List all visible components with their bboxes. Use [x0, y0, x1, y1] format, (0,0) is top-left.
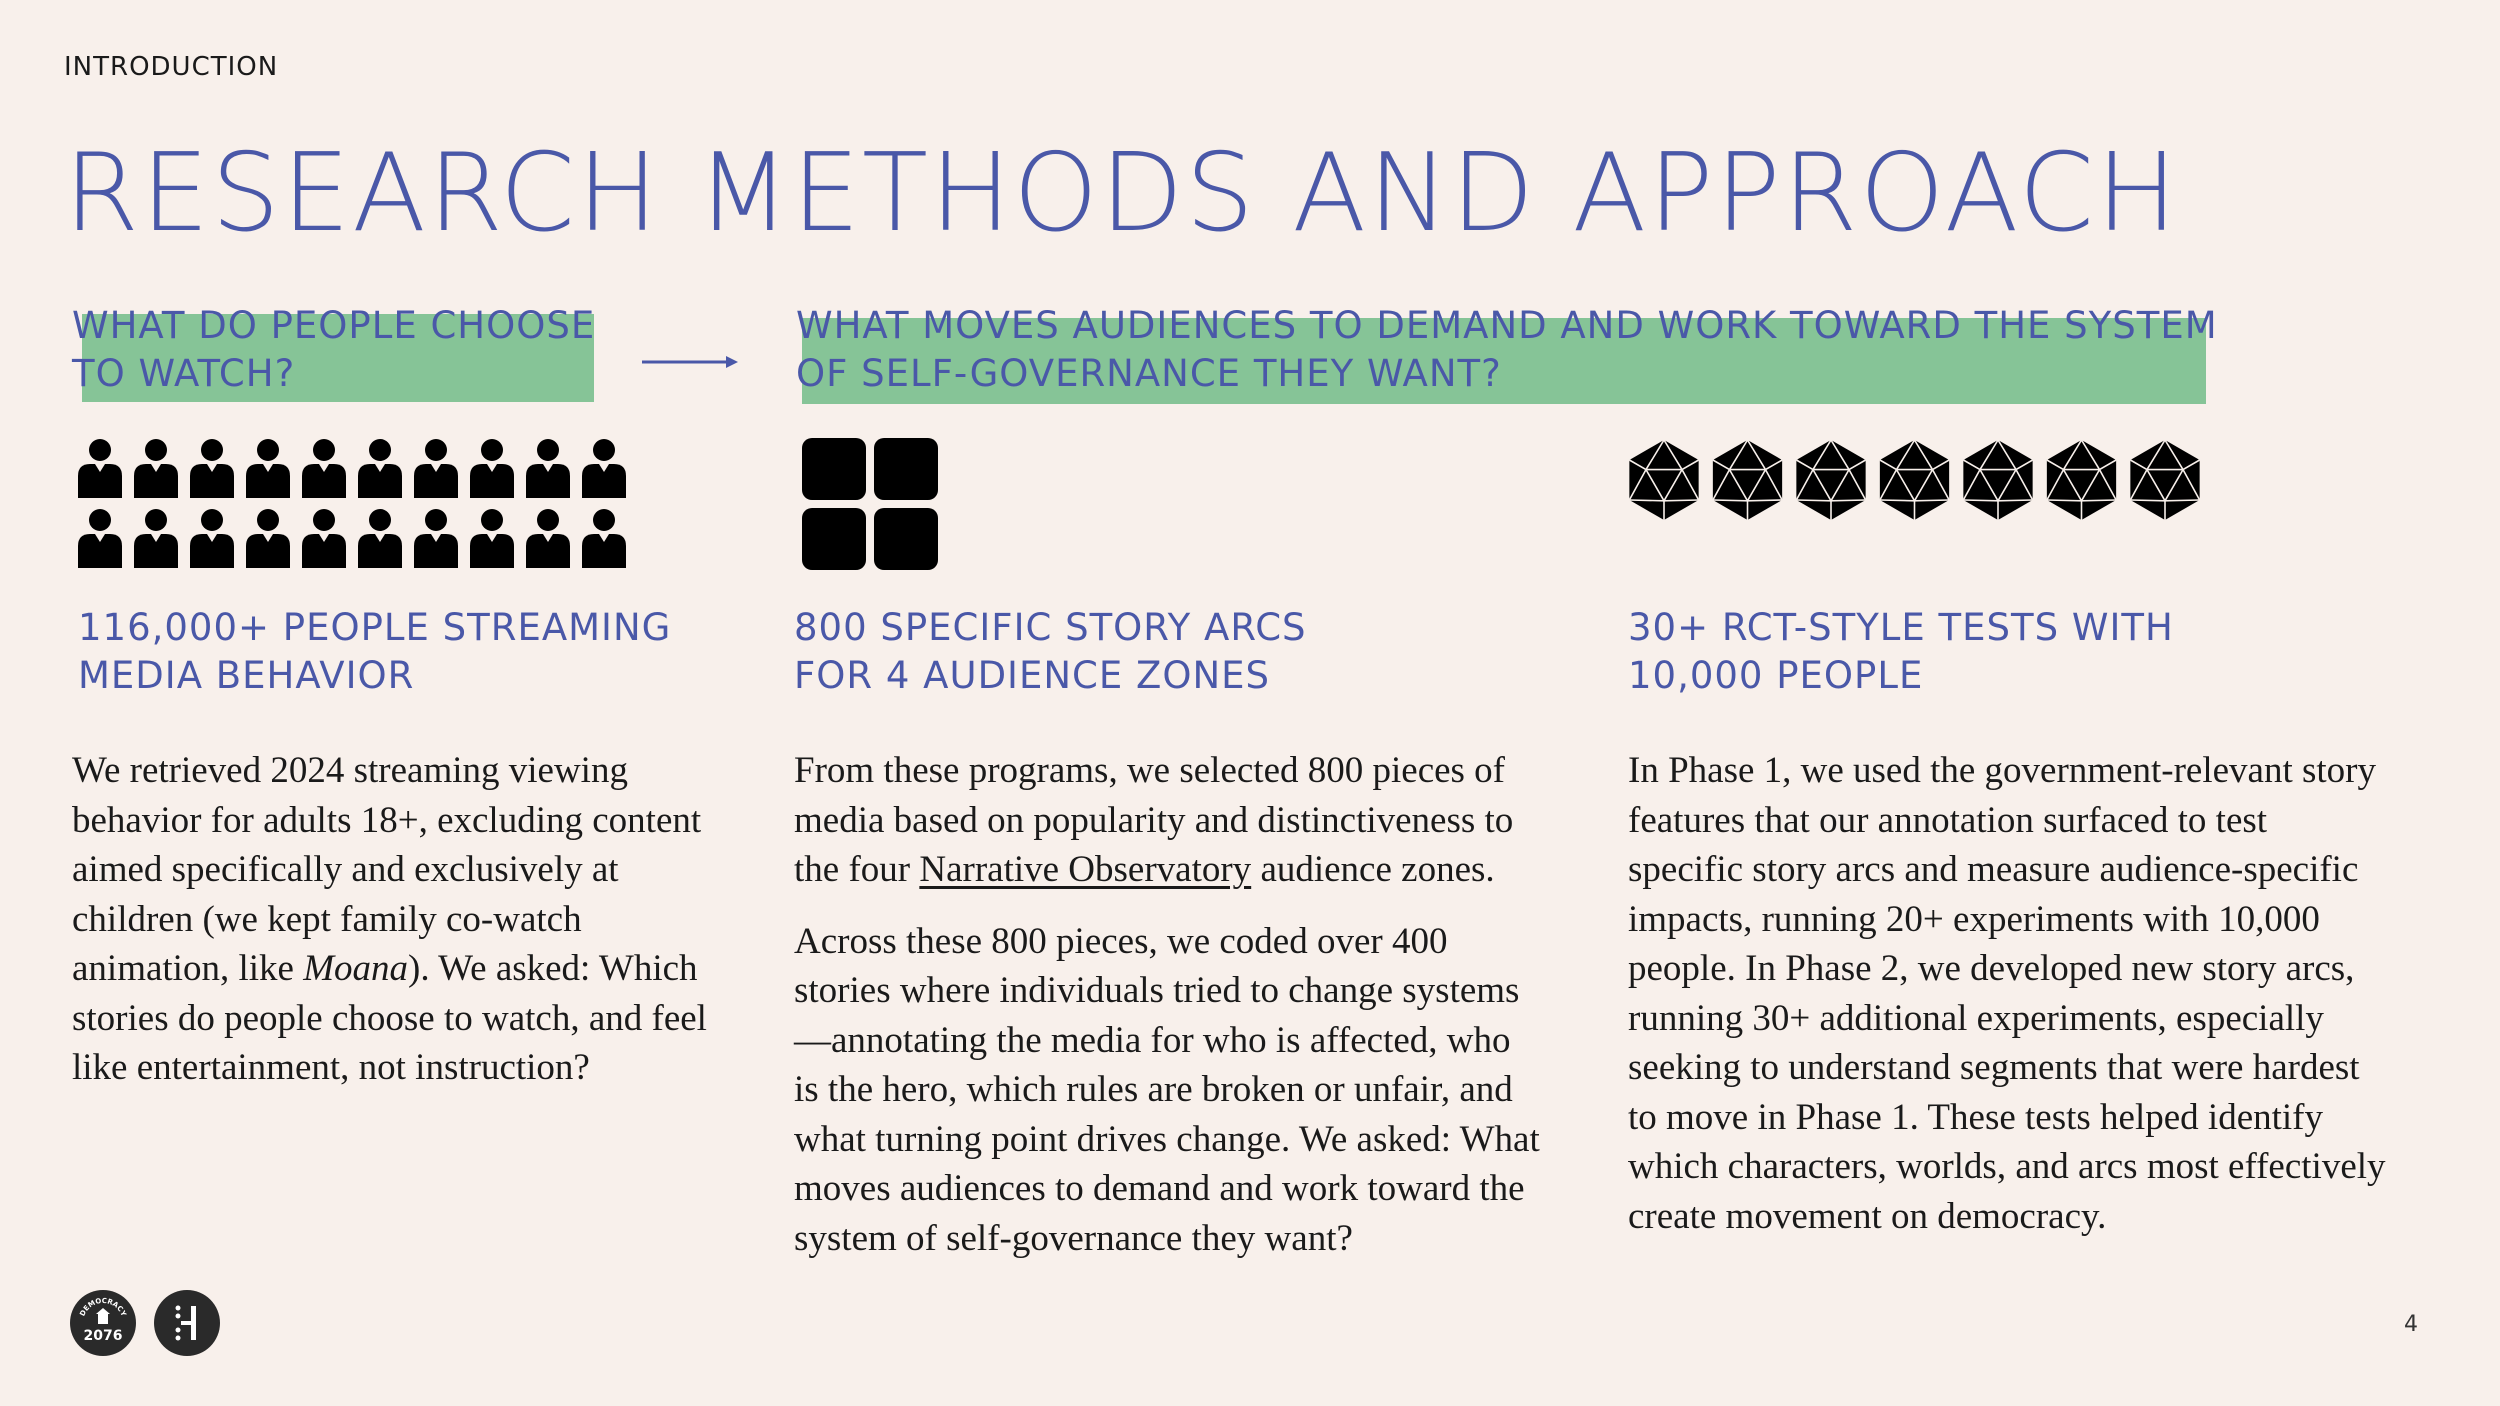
person-icon: [302, 439, 346, 498]
column-1-paragraph: [72, 746, 732, 1093]
icosahedron-icon-row: [1624, 436, 2214, 524]
column-2-body: [794, 746, 1544, 1285]
stat-2-line-1: 800 SPECIFIC STORY ARCS: [794, 606, 1307, 649]
icosahedron-icon: [1629, 440, 1698, 520]
stat-3-line-1: 30+ RCT-STYLE TESTS WITH: [1628, 606, 2174, 649]
icosahedron-icon: [1880, 440, 1949, 520]
person-icon: [358, 509, 402, 568]
icosahedron-icon: [1713, 440, 1782, 520]
person-icon: [470, 439, 514, 498]
person-icon: [526, 439, 570, 498]
column-3-paragraph: In Phase 1, we used the government-relevant story features that our annotation surfaced to test specific story arcs and measure audience-specific impacts, running 20+ experiments with 10,000 people. In Phase 2, we developed new story arcs, running 30+ additional experiments, especially seeking to understand segments that were hardest to move in Phase 1. These tests helped identify which characters, worlds, and arcs most effectively create movement on democracy.: [1628, 750, 2386, 1237]
stat-1-line-1: 116,000+ PEOPLE STREAMING: [78, 606, 672, 649]
icosahedron-icon: [1796, 440, 1865, 520]
person-icon: [582, 509, 626, 568]
page-title: RESEARCH METHODS AND APPROACH: [64, 131, 2180, 256]
person-icon: [246, 509, 290, 568]
person-icon: [134, 509, 178, 568]
people-icon-grid: [78, 436, 638, 570]
column-3-body: [1628, 746, 2388, 1263]
person-icon: [190, 509, 234, 568]
person-icon: [470, 509, 514, 568]
person-icon: [582, 439, 626, 498]
section-label: INTRODUCTION: [64, 52, 279, 82]
icosahedron-icon: [2130, 440, 2199, 520]
narrative-observatory-link[interactable]: Narrative Observatory: [919, 849, 1252, 890]
column-1-body: [72, 746, 732, 1115]
person-icon: [302, 509, 346, 568]
stat-3: [1628, 604, 2174, 700]
column-2-paragraph-2: Across these 800 pieces, we coded over 400 stories where individuals tried to change systems—annotating the media for who is affected, who is the hero, which rules are broken or unfair, and what turning point drives change. We asked: What moves audiences to demand and work toward the system of self-governance they want?: [794, 920, 1540, 1259]
icosahedron-icon: [1963, 440, 2032, 520]
icosahedron-icon: [2047, 440, 2116, 520]
question-1: [72, 302, 595, 398]
arrow-right-icon: [640, 352, 740, 376]
question-2-line-1: WHAT MOVES AUDIENCES TO DEMAND AND WORK TOWARD THE SYSTEM: [796, 304, 2218, 347]
person-icon: [414, 439, 458, 498]
question-1-line-2: TO WATCH?: [72, 352, 296, 395]
moana-title: Moana: [303, 948, 409, 989]
person-icon: [134, 439, 178, 498]
logo-1-top-text: DEMOCRACY: [78, 1296, 128, 1318]
stat-2-line-2: FOR 4 AUDIENCE ZONES: [794, 654, 1271, 697]
h-brand-logo: [154, 1290, 220, 1356]
question-2-line-2: OF SELF-GOVERNANCE THEY WANT?: [796, 352, 1502, 395]
person-icon: [78, 439, 122, 498]
stat-2: [794, 604, 1307, 700]
column-1-text-b: ). We asked: Which stories do people choose to watch, and feel like entertainment, not instruction?: [72, 948, 707, 1088]
democracy-2076-logo: [70, 1290, 136, 1356]
person-icon: [190, 439, 234, 498]
stat-1-line-2: MEDIA BEHAVIOR: [78, 654, 415, 697]
stat-3-line-2: 10,000 PEOPLE: [1628, 654, 1924, 697]
person-icon: [526, 509, 570, 568]
question-1-line-1: WHAT DO PEOPLE CHOOSE: [72, 304, 596, 347]
column-1-text-a: We retrieved 2024 streaming viewing behavior for adults 18+, excluding content aimed specifically and exclusively at children (we kept family co-watch animation, like: [72, 750, 702, 989]
question-2: [796, 302, 2218, 398]
column-2-text-a: From these programs, we selected 800 pieces of media based on popularity and distinctiveness to the four: [794, 750, 1514, 890]
person-icon: [78, 509, 122, 568]
person-icon: [246, 439, 290, 498]
stat-1: [78, 604, 671, 700]
column-2-text-b: audience zones.: [1251, 849, 1495, 890]
page-number: 4: [2404, 1312, 2418, 1337]
column-2-paragraph-1: [794, 746, 1544, 895]
logo-1-bottom-text: 2076: [83, 1328, 123, 1344]
person-icon: [414, 509, 458, 568]
person-icon: [358, 439, 402, 498]
grid-icon: [802, 438, 938, 574]
